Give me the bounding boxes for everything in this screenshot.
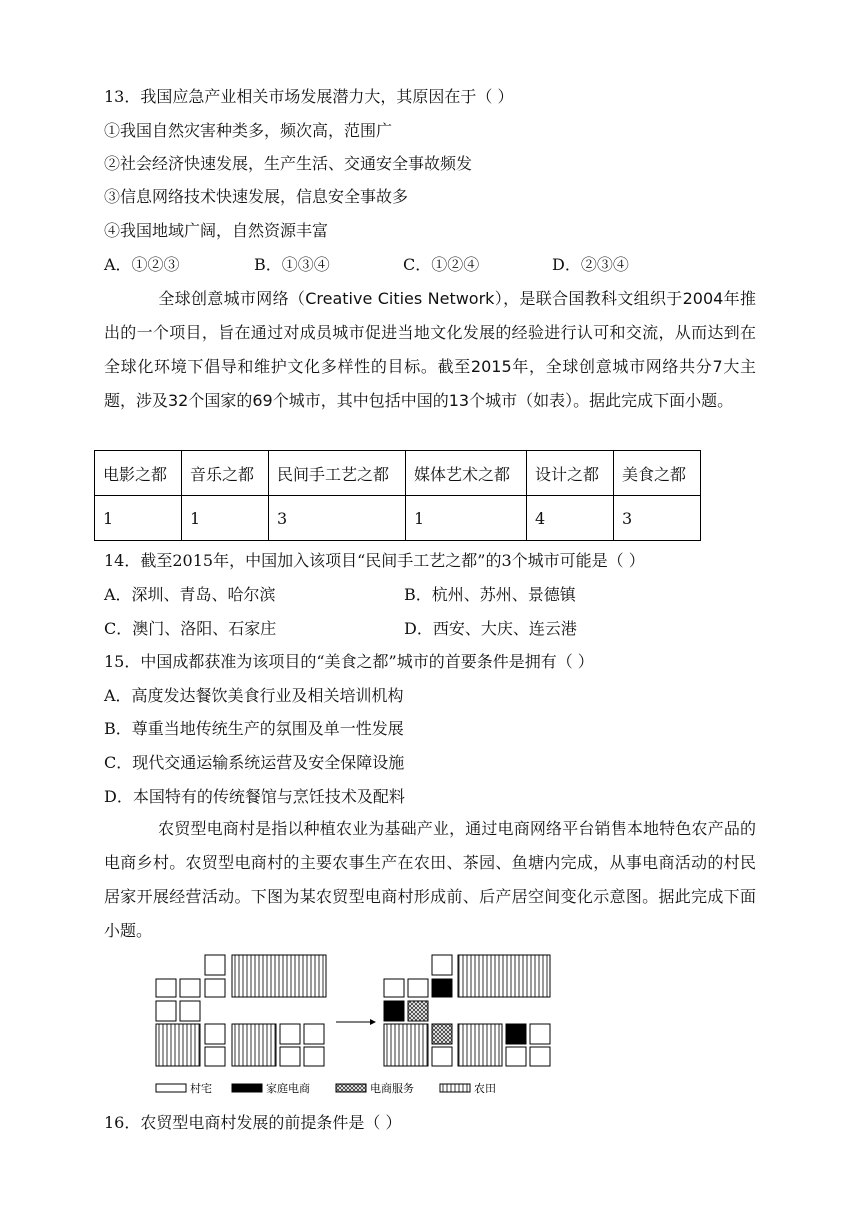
legend-swatch-home-ecommerce <box>232 1084 262 1092</box>
table-header-cell: 民间手工艺之都 <box>269 451 406 496</box>
q13-option-d: D．②③④ <box>552 255 629 274</box>
passage-creative-cities <box>104 282 756 418</box>
legend-label-home-ecommerce: 家庭电商 <box>266 1082 310 1095</box>
legend-swatch-farmland <box>440 1084 470 1092</box>
table-header-cell: 设计之都 <box>527 451 614 496</box>
village-layout-diagram <box>150 950 570 1095</box>
table-header-cell: 电影之都 <box>95 451 182 496</box>
q13-item-4: ④我国地域广阔，自然资源丰富 <box>104 221 329 240</box>
passage-ecommerce-village-text: 农贸型电商村是指以种植农业为基础产业，通过电商网络平台销售本地特色农产品的电商乡村。农贸型电商村的主要农事生产在农田、茶园、鱼塘内完成，从事电商活动的村民居家开展经营活动。下图为某农贸型电商村形成前、后产居空间变化示意图。据此完成下面小题。 <box>104 819 756 940</box>
table-cell: 1 <box>182 496 269 541</box>
legend-swatch-ecommerce-service <box>336 1084 366 1092</box>
q13-item-3: ③信息网络技术快速发展，信息安全事故多 <box>104 187 409 206</box>
table-cell: 3 <box>614 496 701 541</box>
q15-option-a: A．高度发达餐饮美食行业及相关培训机构 <box>104 686 404 705</box>
diagram-after <box>384 955 550 1066</box>
table-header-cell: 媒体艺术之都 <box>406 451 527 496</box>
q15-option-b: B．尊重当地传统生产的氛围及单一性发展 <box>104 719 404 738</box>
q13-option-c: C．①②④ <box>403 255 480 274</box>
passage-ecommerce-village <box>104 812 756 948</box>
legend-label-farmland: 农田 <box>474 1082 496 1095</box>
q13-item-2: ②社会经济快速发展，生产生活、交通安全事故频发 <box>104 154 473 173</box>
table-header-row <box>95 451 701 496</box>
table-header-cell: 音乐之都 <box>182 451 269 496</box>
legend-swatch-house <box>156 1084 186 1092</box>
table-header-cell: 美食之都 <box>614 451 701 496</box>
transition-arrow-icon <box>336 1019 376 1025</box>
q13-option-a: A．①②③ <box>104 255 180 274</box>
q14-option-a: A．深圳、青岛、哈尔滨 <box>104 585 276 604</box>
q14-option-d: D．西安、大庆、连云港 <box>404 619 577 638</box>
table-cell: 1 <box>406 496 527 541</box>
creative-cities-table <box>94 450 701 541</box>
diagram-before <box>156 955 326 1066</box>
legend-label-house: 村宅 <box>190 1082 212 1095</box>
q15-stem: 15．中国成都获准为该项目的“美食之都”城市的首要条件是拥有（ ） <box>104 652 594 671</box>
passage-creative-cities-text: 全球创意城市网络（Creative Cities Network），是联合国教科文组织于2004年推出的一个项目，旨在通过对成员城市促进当地文化发展的经验进行认可和交流，从而达到在全球化环境下倡导和维护文化多样性的目标。截至2015年，全球创意城市网络共分7大主题，涉及32个国家的69个城市，其中包括中国的13个城市（如表）。据此完成下面小题。 <box>104 289 756 410</box>
q14-stem: 14．截至2015年，中国加入该项目“民间手工艺之都”的3个城市可能是（ ） <box>104 551 645 570</box>
table-cell: 1 <box>95 496 182 541</box>
table-cell: 4 <box>527 496 614 541</box>
q14-option-c: C．澳门、洛阳、石家庄 <box>104 619 277 638</box>
diagram-legend <box>156 1081 496 1095</box>
q15-option-d: D．本国特有的传统餐馆与烹饪技术及配料 <box>104 787 405 806</box>
table-row <box>95 496 701 541</box>
legend-label-ecommerce-service: 电商服务 <box>370 1082 414 1095</box>
table-cell: 3 <box>269 496 406 541</box>
q15-option-c: C．现代交通运输系统运营及安全保障设施 <box>104 753 405 772</box>
q13-option-b: B．①③④ <box>254 255 330 274</box>
q16-stem: 16．农贸型电商村发展的前提条件是（ ） <box>104 1113 402 1132</box>
q14-option-b: B．杭州、苏州、景德镇 <box>404 585 576 604</box>
q13-stem: 13．我国应急产业相关市场发展潜力大，其原因在于（ ） <box>104 87 514 106</box>
q13-item-1: ①我国自然灾害种类多，频次高，范围广 <box>104 121 393 140</box>
